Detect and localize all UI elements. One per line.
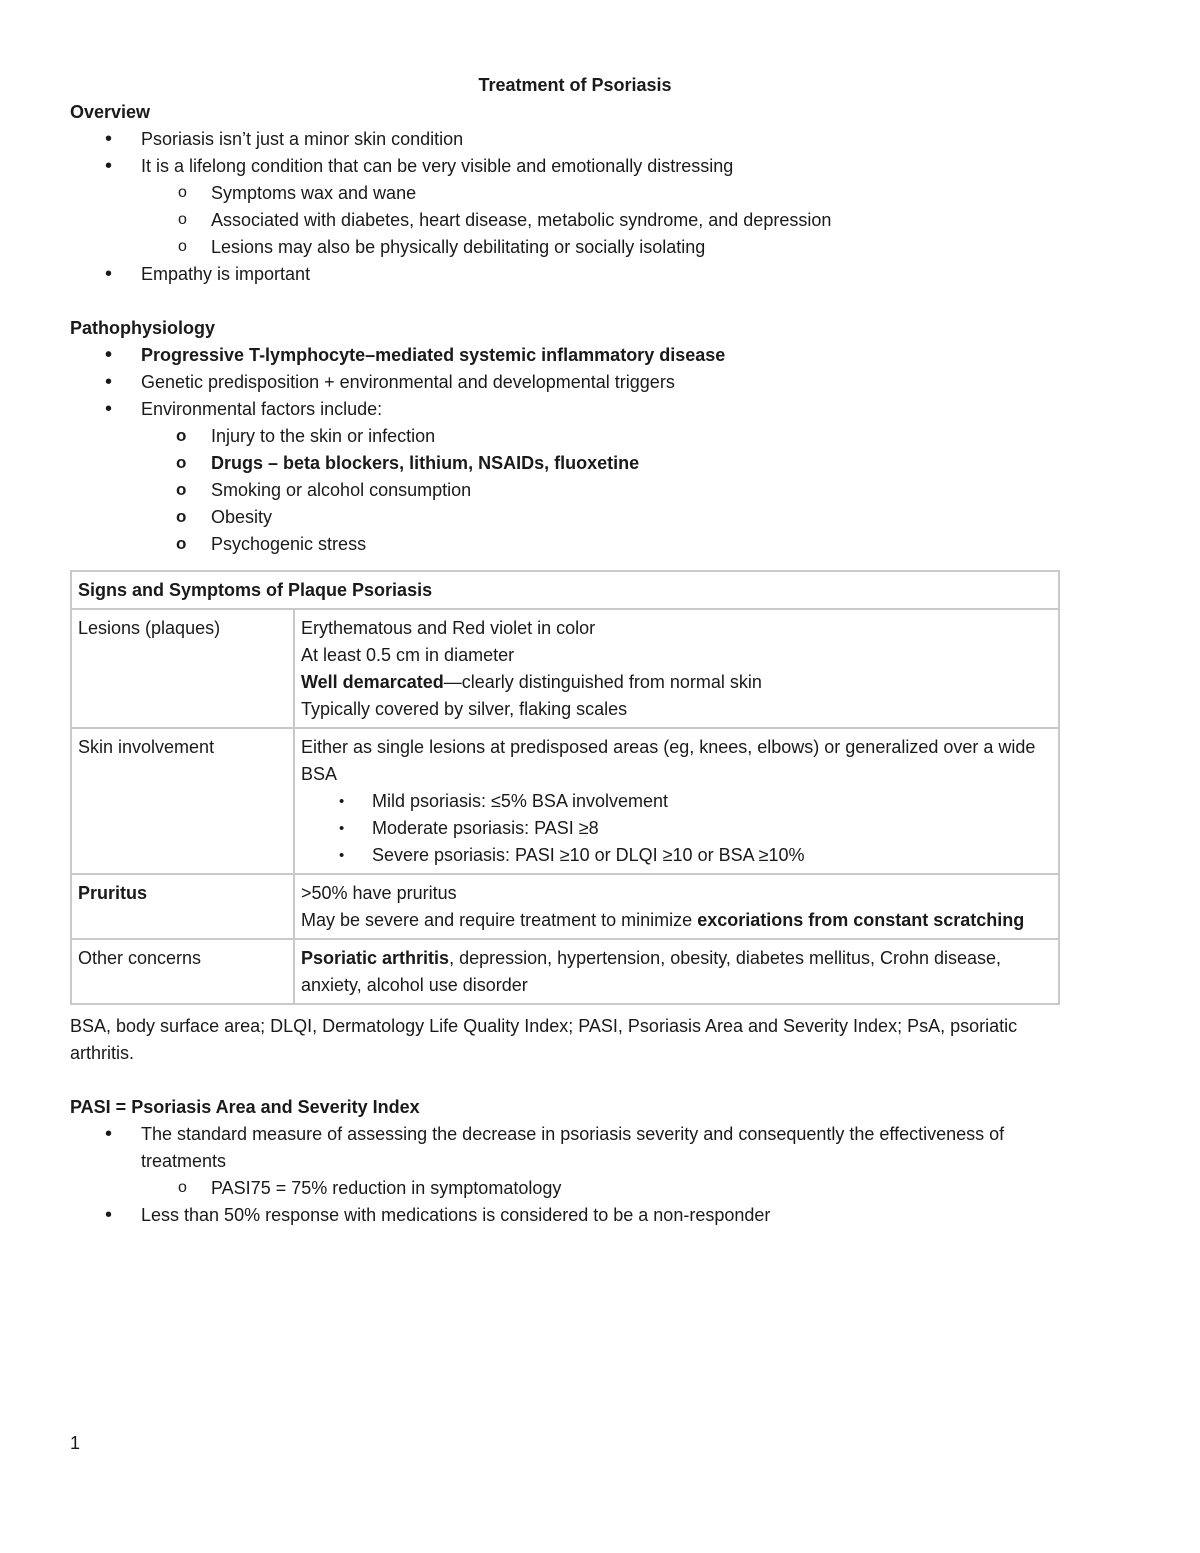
document-page (70, 72, 1080, 1229)
list-item: • Less than 50% response with medications is considered to be a non-responder (70, 1202, 1080, 1229)
cell-line: >50% have pruritus (301, 883, 457, 903)
sub-list-item: o Associated with diabetes, heart disease, metabolic syndrome, and depression (70, 207, 1080, 234)
sub-list-item: o Obesity (70, 504, 1080, 531)
cell-text: May be severe and require treatment to minimize (301, 910, 698, 930)
pathophysiology-list (70, 342, 1080, 558)
row-label: Other concerns (71, 939, 294, 1004)
list-item: • Psoriasis isn’t just a minor skin condition (70, 126, 1080, 153)
list-item: • Moderate psoriasis: PASI ≥8 (301, 815, 1051, 842)
row-content (294, 874, 1059, 939)
list-item: • Genetic predisposition + environmental and developmental triggers (70, 369, 1080, 396)
bold-term: Psoriatic arthritis (301, 948, 450, 968)
row-label: Skin involvement (71, 728, 294, 874)
overview-list (70, 126, 1080, 288)
list-item: • It is a lifelong condition that can be very visible and emotionally distressing (70, 153, 1080, 180)
table-row (71, 874, 1059, 939)
sub-list-item: o Psychogenic stress (70, 531, 1080, 558)
table-header: Signs and Symptoms of Plaque Psoriasis (71, 571, 1059, 609)
table-footnote: BSA, body surface area; DLQI, Dermatology Life Quality Index; PASI, Psoriasis Area and Severity Index; PsA, psoriatic arthritis. (70, 1016, 1018, 1063)
sub-list-item: o Lesions may also be physically debilitating or socially isolating (70, 234, 1080, 261)
row-content (294, 939, 1059, 1004)
term-description: —clearly distinguished from normal skin (443, 672, 762, 692)
signs-symptoms-table (70, 570, 1060, 1005)
bold-term: excoriations from constant scratching (697, 910, 1025, 930)
list-item: • Environmental factors include: (70, 396, 1080, 423)
sub-list-item: o Drugs – beta blockers, lithium, NSAIDs, fluoxetine (70, 450, 1080, 477)
row-label: Pruritus (71, 874, 294, 939)
spacer (70, 1067, 1080, 1094)
list-item: • The standard measure of assessing the decrease in psoriasis severity and consequently the effectiveness of treatments (70, 1121, 1080, 1175)
overview-heading: Overview (70, 102, 151, 122)
document-title: Treatment of Psoriasis (478, 75, 672, 95)
list-item: • Empathy is important (70, 261, 1080, 288)
cell-text: , depression, hypertension, obesity, diabetes mellitus, Crohn disease, anxiety, alcohol use disorder (301, 948, 1002, 995)
list-item: • Severe psoriasis: PASI ≥10 or DLQI ≥10 or BSA ≥10% (301, 842, 1051, 869)
sub-list-item: o PASI75 = 75% reduction in symptomatology (70, 1175, 1080, 1202)
cell-line (301, 907, 1051, 934)
cell-line: Typically covered by silver, flaking scales (301, 699, 628, 719)
cell-line: Either as single lesions at predisposed areas (eg, knees, elbows) or generalized over a wide BSA (301, 737, 1036, 784)
cell-line (301, 669, 1051, 696)
cell-line: Erythematous and Red violet in color (301, 618, 596, 638)
row-content (294, 728, 1059, 874)
sub-list-item: o Injury to the skin or infection (70, 423, 1080, 450)
bold-term: Well demarcated (301, 672, 444, 692)
row-content (294, 609, 1059, 728)
table-row (71, 571, 1059, 609)
sub-list-item: o Symptoms wax and wane (70, 180, 1080, 207)
sub-list-item: o Smoking or alcohol consumption (70, 477, 1080, 504)
cell-line: At least 0.5 cm in diameter (301, 645, 515, 665)
table-row (71, 609, 1059, 728)
pasi-list (70, 1121, 1080, 1229)
row-label: Lesions (plaques) (71, 609, 294, 728)
table-row (71, 728, 1059, 874)
page-number: 1 (70, 1433, 81, 1453)
spacer (70, 288, 1080, 315)
severity-list (301, 788, 1051, 869)
list-item: • Mild psoriasis: ≤5% BSA involvement (301, 788, 1051, 815)
list-item: • Progressive T-lymphocyte–mediated systemic inflammatory disease (70, 342, 1080, 369)
pasi-heading: PASI = Psoriasis Area and Severity Index (70, 1097, 420, 1117)
pathophysiology-heading: Pathophysiology (70, 318, 216, 338)
table-row (71, 939, 1059, 1004)
